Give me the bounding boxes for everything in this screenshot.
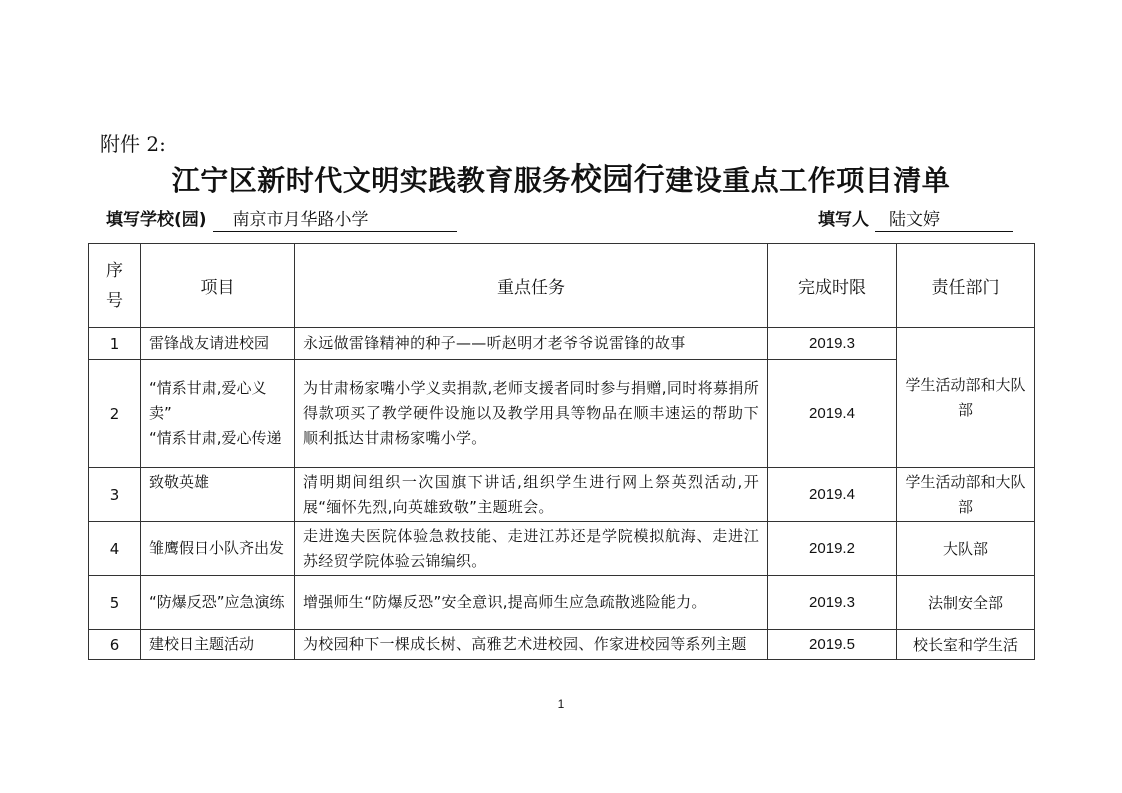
attachment-label: 附件 2: [100,132,166,156]
header-seq-line2: 号 [106,290,123,311]
row-project: 雷锋战友请进校园 [141,328,295,360]
table-row [89,328,1035,360]
header-project: 项目 [141,244,295,328]
row-deadline: 2019.5 [768,630,897,660]
row-seq: 2 [89,360,141,468]
row-project: 建校日主题活动 [141,630,295,660]
title-emphasis: 校园行 [570,162,666,198]
row-seq: 1 [89,328,141,360]
row-deadline: 2019.3 [768,576,897,630]
row-project-line2: “情系甘肃,爱心传递 [149,429,282,447]
row-dept-merged: 学生活动部和大队部 [897,328,1035,468]
row-task: 为甘肃杨家嘴小学义卖捐款,老师支援者同时参与捐赠,同时将募捐所得款项买了教学硬件设施以及教学用具等物品在顺丰速运的帮助下顺利抵达甘肃杨家嘴小学。 [295,360,768,468]
row-project: 致敬英雄 [141,468,295,522]
school-value: 南京市月华路小学 [213,205,457,232]
header-task: 重点任务 [295,244,768,328]
row-dept: 学生活动部和大队部 [897,468,1035,522]
page-number: 1 [557,697,565,711]
table-row [89,630,1035,660]
row-seq: 5 [89,576,141,630]
filler-value: 陆文婷 [875,205,1013,232]
row-dept: 大队部 [897,522,1035,576]
row-deadline: 2019.4 [768,360,897,468]
filler-label: 填写人 [818,210,869,230]
table-row [89,576,1035,630]
row-task: 为校园种下一棵成长树、高雅艺术进校园、作家进校园等系列主题 [295,630,768,660]
filler-field [818,205,1013,232]
row-seq: 3 [89,468,141,522]
row-project: 雏鹰假日小队齐出发 [141,522,295,576]
row-seq: 6 [89,630,141,660]
table-row [89,360,1035,468]
school-label: 填写学校(园) [106,210,207,230]
row-task: 清明期间组织一次国旗下讲话,组织学生进行网上祭英烈活动,开展“缅怀先烈,向英雄致敬”主题班会。 [295,468,768,522]
row-dept: 校长室和学生活 [897,630,1035,660]
row-deadline: 2019.3 [768,328,897,360]
table-row [89,468,1035,522]
row-deadline: 2019.2 [768,522,897,576]
row-seq: 4 [89,522,141,576]
header-seq [89,244,141,328]
row-task: 永远做雷锋精神的种子——听赵明才老爷爷说雷锋的故事 [295,328,768,360]
row-project: “防爆反恐”应急演练 [141,576,295,630]
title-part-1: 江宁区新时代文明实践教育服务 [171,164,571,197]
header-deadline: 完成时限 [768,244,897,328]
table-header-row [89,244,1035,328]
table-row [89,522,1035,576]
row-project-line1: “情系甘肃,爱心义卖” [149,379,267,422]
project-table [88,243,1035,660]
title-part-2: 建设重点工作项目清单 [665,164,951,197]
header-seq-line1: 序 [106,260,123,281]
row-dept: 法制安全部 [897,576,1035,630]
row-project [141,360,295,468]
row-task: 增强师生“防爆反恐”安全意识,提高师生应急疏散逃险能力。 [295,576,768,630]
header-dept: 责任部门 [897,244,1035,328]
row-deadline: 2019.4 [768,468,897,522]
school-field [106,205,457,232]
document-title [0,154,1122,199]
row-task: 走进逸夫医院体验急救技能、走进江苏还是学院模拟航海、走进江苏经贸学院体验云锦编织。 [295,522,768,576]
